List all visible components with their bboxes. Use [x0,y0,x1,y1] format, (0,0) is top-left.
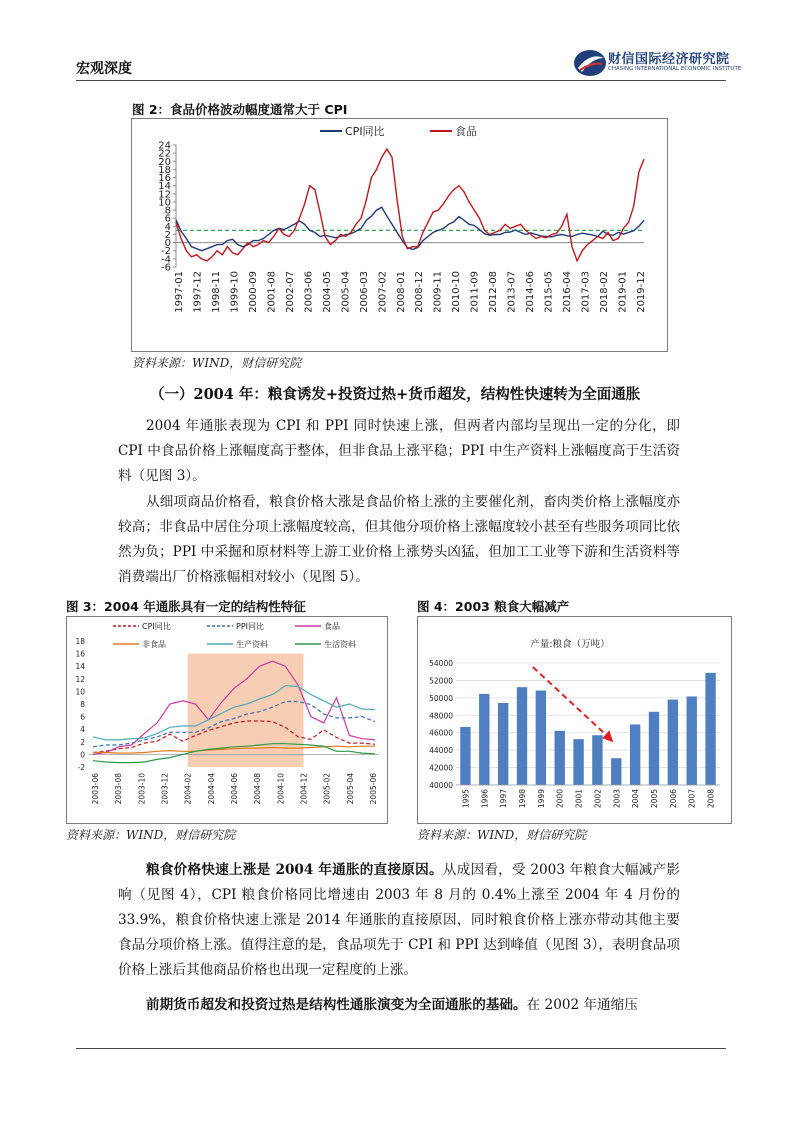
legend-label: 非食品 [142,640,166,649]
x-tick-label: 2005-06 [369,773,378,805]
y-tick-label: 4 [164,221,171,233]
y-tick-label: 0 [164,238,171,250]
x-tick-label: 2000 [555,789,565,809]
bar [555,731,565,785]
x-tick-label: 2002-07 [284,271,296,313]
y-tick-label: 22 [158,148,171,160]
x-tick-label: 2003-06 [303,271,315,313]
x-tick-label: 2001-08 [266,271,278,313]
paragraph-4-lead: 前期货币超发和投资过热是结构性通胀演变为全面通胀的基础。 [146,997,527,1013]
fig4-frame [417,616,732,824]
x-tick-label: 1997-12 [192,271,204,313]
x-tick-label: 2003-12 [160,773,170,805]
x-tick-label: 2003-10 [137,773,147,805]
x-tick-label: 2005-04 [340,271,352,313]
y-tick-label: 2 [80,737,85,747]
legend-label-food: 食品 [455,125,477,138]
paragraph-4-body: 在 2002 年通缩压 [526,997,638,1013]
y-tick-label: 8 [164,205,171,217]
x-tick-label: 1997-01 [174,271,185,313]
y-tick-label: 16 [75,649,85,659]
x-tick-label: 2010-10 [451,271,463,313]
paragraph-3 [118,858,680,983]
bar [536,691,546,785]
x-tick-label: 2016-04 [562,271,574,313]
fig2-caption: 图 2：食品价格波动幅度通常大于 CPI [132,102,348,117]
y-tick-label: 16 [158,173,171,185]
x-tick-label: 2011-09 [469,271,481,313]
header-divider [76,80,726,81]
bar [705,673,715,785]
paragraph-1: 2004 年通胀表现为 CPI 和 PPI 同时快速上涨，但两者内部均呈现出一定的分化，即 CPI 中食品价格上涨幅度高于整体，但非食品上涨平稳；PPI 中生产资料上涨幅度高于生活资料（见图 3）。 [118,418,680,484]
header-title: 宏观深度 [76,61,132,77]
x-tick-label: 1999 [536,789,546,809]
x-tick-label: 1998 [518,789,527,809]
y-tick-label: 10 [75,687,85,697]
x-tick-label: 2004 [631,789,641,809]
bar [479,694,489,785]
paragraph-4 [118,993,680,1018]
y-tick-label: 48000 [429,711,453,721]
x-tick-label: 2004-12 [299,773,309,805]
x-tick-label: 2017-03 [580,271,592,313]
bar [687,696,697,785]
y-tick-label: 24 [158,140,171,152]
y-tick-label: 6 [80,712,85,722]
y-tick-label: 20 [158,156,171,168]
legend-label: PPI同比 [236,622,265,631]
y-tick-label: 50000 [429,693,453,703]
x-tick-label: 2009-11 [432,271,444,313]
x-tick-label: 2004-02 [183,773,193,805]
x-tick-label: 2003-08 [114,773,124,805]
x-tick-label: 2004-06 [230,773,239,805]
x-tick-label: 2004-10 [276,773,286,805]
bar [517,687,527,785]
y-tick-label: 4 [80,725,85,735]
x-tick-label: 2019-01 [617,271,629,313]
bar [630,724,640,785]
y-tick-label: 2 [164,229,171,241]
fig3-chart [67,617,387,823]
y-tick-label: 8 [80,700,85,709]
x-tick-label: 2005-04 [345,773,355,805]
y-tick-label: 40000 [429,781,453,790]
x-tick-label: 2004-04 [206,773,216,805]
legend-label: 生活资料 [324,640,356,649]
fig4-caption: 图 4：2003 粮食大幅减产 [417,599,570,614]
fig4-chart [418,617,731,823]
y-tick-label: 12 [75,674,85,684]
fig3-frame [66,616,388,824]
footer-divider [76,1048,726,1049]
bar [611,758,621,785]
x-tick-label: 2012-08 [488,271,500,313]
x-tick-label: 2002 [593,789,603,809]
y-tick-label: 12 [158,189,171,201]
y-tick-label: 54000 [429,659,453,668]
x-tick-label: 2000-09 [247,271,259,313]
y-tick-label: 18 [158,164,171,176]
y-tick-label: -2 [161,246,171,258]
y-tick-label: 42000 [429,763,453,773]
x-tick-label: 2019-12 [636,271,647,313]
fig3-source: 资料来源：WIND，财信研究院 [66,828,236,842]
x-tick-label: 2008-12 [414,271,426,313]
x-tick-label: 2007-02 [377,271,389,313]
y-tick-label: 0 [80,750,85,760]
bar [592,735,602,785]
y-tick-label: 14 [158,181,171,193]
y-tick-label: 46000 [429,728,453,738]
x-tick-label: 1995 [461,789,471,809]
paragraph-2: 从细项商品价格看，粮食价格大涨是食品价格上涨的主要催化剂，畜肉类价格上涨幅度亦较高；非食品中居住分项上涨幅度较高，但其他分项价格上涨幅度较小甚至有些服务项同比依然为负；PPI 中采掘和原材料等上游工业价格上涨势头凶猛，但加工工业等下游和生活资料等消费端出厂价格涨幅相对较小（见图 5）。 [118,494,680,585]
y-tick-label: -2 [77,763,85,772]
x-tick-label: 1998-11 [210,271,222,313]
x-tick-label: 1999-10 [229,271,241,313]
logo-text-cn: 财信国际经济研究院 [608,52,730,67]
bar [460,727,470,785]
paragraph-3-body: 从成因看，受 2003 年粮食大幅减产影响（见图 4），CPI 粮食价格同比增速由 2003 年 8 月的 0.4%上涨至 2004 年 4 月份的 33.9%，粮食价格快速上涨是 2014 年通胀的直接原因，同时粮食价格上涨亦带动其他主要食品分项价格上涨。值得注意的是，食品项先于 CPI 和 PPI 达到峰值（见图 3），表明食品项价格上涨后其他商品价格也出现一定程度的上涨。 [118,862,680,978]
fig3-caption: 图 3：2004 年通胀具有一定的结构性特征 [66,599,306,614]
x-tick-label: 2003-06 [91,773,100,805]
x-tick-label: 2014-06 [525,271,537,313]
y-tick-label: -6 [161,262,171,274]
x-tick-label: 2004-08 [253,773,263,805]
bar [573,739,583,785]
x-tick-label: 2015-05 [543,271,555,313]
x-tick-label: 2008 [706,789,716,809]
section-heading: （一）2004 年：粮食诱发+投资过热+货币超发，结构性快速转为全面通胀 [150,386,641,403]
legend-label-cpi: CPI同比 [345,125,385,138]
bar [498,703,508,785]
y-tick-label: -4 [161,254,171,266]
y-tick-label: 52000 [429,676,453,686]
paragraph-3-lead: 粮食价格快速上涨是 2004 年通胀的直接原因。 [146,862,443,878]
x-tick-label: 2007 [687,789,697,809]
bar [668,700,678,785]
fig2-frame [131,118,668,352]
logo-text-en: CHASING INTERNATIONAL ECONOMIC INSTITUTE [608,66,742,72]
y-tick-label: 14 [75,662,85,672]
y-tick-label: 10 [158,197,171,209]
x-tick-label: 2004-05 [321,271,333,313]
x-tick-label: 2018-02 [599,271,611,313]
x-tick-label: 2013-07 [506,271,518,313]
x-tick-label: 2008-01 [395,271,407,313]
bar [649,712,659,785]
y-tick-label: 18 [75,637,85,646]
x-tick-label: 2003 [612,789,622,809]
x-tick-label: 1997 [499,789,509,809]
fig4-source: 资料来源：WIND，财信研究院 [417,828,587,842]
x-tick-label: 2001 [574,789,584,809]
x-tick-label: 2005 [650,789,659,809]
x-tick-label: 1996 [480,789,490,809]
decline-arrow-head [602,730,613,742]
x-tick-label: 2006 [668,789,678,809]
chart-title: 产量:粮食（万吨） [530,639,610,650]
x-tick-label: 2005-02 [322,773,332,805]
y-tick-label: 44000 [429,746,453,756]
legend-label: CPI同比 [142,622,171,631]
y-tick-label: 6 [164,213,171,225]
legend-label: 食品 [324,622,340,631]
legend-label: 生产资料 [236,640,268,649]
fig2-source: 资料来源：WIND，财信研究院 [132,356,302,370]
x-tick-label: 2006-03 [358,271,370,313]
fig2-chart [132,119,667,351]
series-line-food [176,149,644,261]
